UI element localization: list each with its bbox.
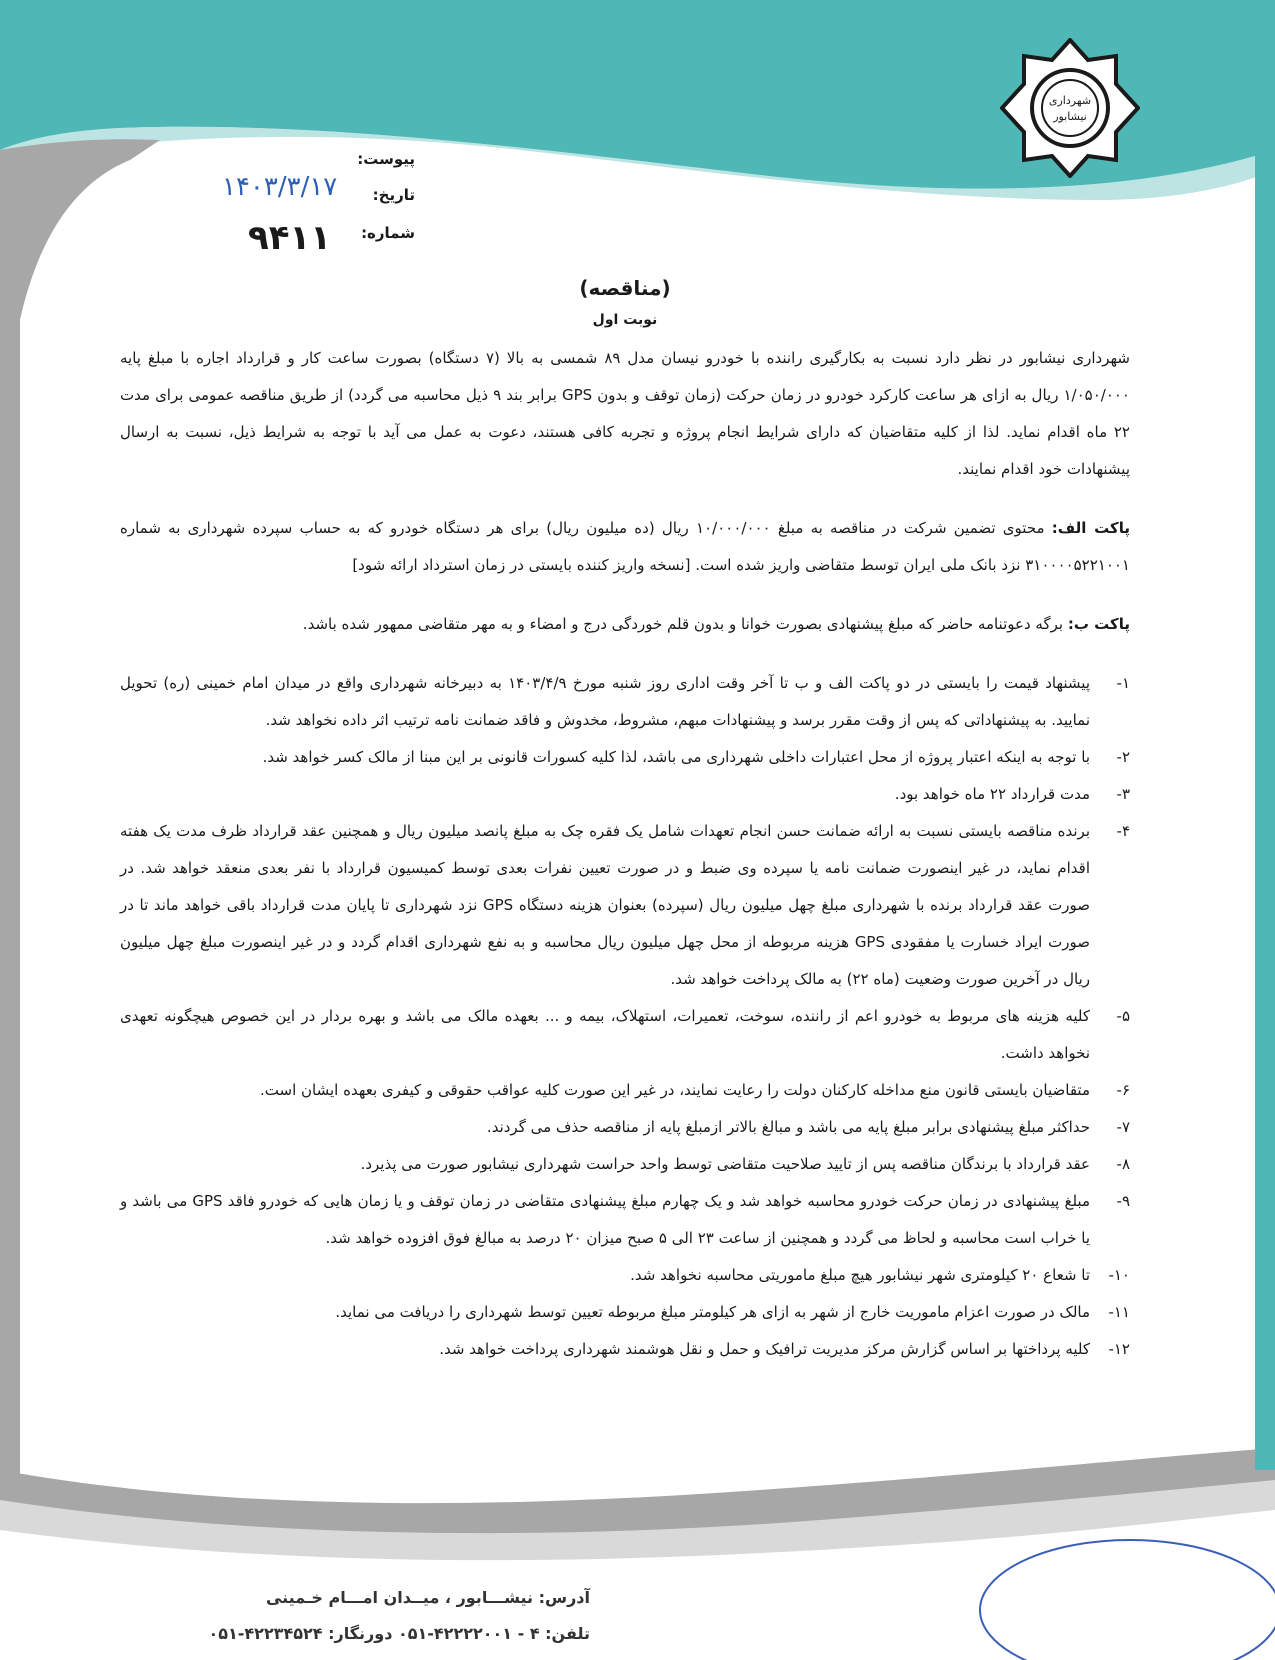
item-number: ۳- xyxy=(1116,785,1130,803)
packet-a-text: محتوی تضمین شرکت در مناقصه به مبلغ ۱۰/۰۰۰/۰۰۰ ریال (ده میلیون ریال) برای هر دستگاه خودرو که به حساب سپرده شهرداری به شماره ۳۱۰۰۰۰۵۲۲۱۰۰۱ نزد بانک ملی ایران توسط متقاضی واریز شده است. [نسخه واریز کننده بایستی در زمان استرداد ارائه شود] xyxy=(120,519,1130,574)
list-item xyxy=(120,665,1130,739)
footer-address: آدرس: نیشـــابور ، میــدان امـــام خـمینی xyxy=(265,1588,590,1607)
document-title: (مناقصه) xyxy=(579,276,671,300)
item-number: ۶- xyxy=(1116,1081,1130,1099)
item-number: ۲- xyxy=(1116,748,1130,766)
packet-a-label: پاکت الف: xyxy=(1051,519,1130,537)
footer-contact xyxy=(70,1580,590,1652)
letter-number-value: ۹۴۱۱ xyxy=(248,218,332,258)
number-label: شماره: xyxy=(361,224,415,242)
item-number: ۱۰- xyxy=(1108,1266,1130,1284)
list-item xyxy=(120,1109,1130,1146)
intro-paragraph: شهرداری نیشابور در نظر دارد نسبت به بکارگیری راننده با خودرو نیسان مدل ۸۹ شمسی به بالا (۷ دستگاه) بصورت ساعت کار و قرارداد اجاره با مبلغ پایه ۱/۰۵۰/۰۰۰ ریال به ازای هر ساعت کارکرد خودرو در زمان حرکت (زمان توقف و بدون GPS برابر بند ۹ ذیل محاسبه می گردد) از طریق مناقصه عمومی برای مدت ۲۲ ماه اقدام نماید. لذا از کلیه متقاضیان که دارای شرایط انجام پروژه و تجربه کافی هستند، دعوت به عمل می آید با توجه به شرایط ذیل، نسبت به ارسال پیشنهادات خود اقدام نمایند. xyxy=(120,349,1130,478)
logo-text-bottom: نیشابور xyxy=(1053,110,1087,123)
packet-b-label: پاکت ب: xyxy=(1067,615,1130,633)
item-number: ۱۱- xyxy=(1108,1303,1130,1321)
item-text: مالک در صورت اعزام ماموریت خارج از شهر به ازای هر کیلومتر مبلغ مربوطه تعیین توسط شهرداری را دریافت می نماید. xyxy=(335,1303,1090,1321)
document-body xyxy=(120,276,1130,1368)
list-item xyxy=(120,1331,1130,1368)
list-item xyxy=(120,1146,1130,1183)
list-item xyxy=(120,739,1130,776)
list-item xyxy=(120,998,1130,1072)
item-number: ۱- xyxy=(1116,674,1130,692)
list-item xyxy=(120,1257,1130,1294)
item-number: ۷- xyxy=(1116,1118,1130,1136)
list-item xyxy=(120,813,1130,998)
ink-stamp-mark xyxy=(940,1500,1275,1660)
attachment-label: پیوست: xyxy=(357,150,415,168)
footer-phone: تلفن: ۴ - ۴۲۲۲۲۰۰۱-۰۵۱ دورنگار: ۴۲۲۳۴۵۲۴-۰۵۱ xyxy=(208,1624,590,1643)
item-text: برنده مناقصه بایستی نسبت به ارائه ضمانت حسن انجام تعهدات شامل یک فقره چک به مبلغ پانصد میلیون ریال و همچنین عقد قرارداد ظرف مدت یک هفته اقدام نماید، در غیر اینصورت ضمانت نامه یا سپرده وی ضبط و در صورت تعیین نفرات بعدی توسط کمیسیون قرارداد با نفر بعدی منعقد خواهد شد. در صورت عقد قرارداد برنده با شهرداری مبلغ چهل میلیون ریال (سپرده) بعنوان هزینه دستگاه GPS نزد شهرداری تا پایان مدت قرارداد باقی خواهد ماند تا در صورت ایراد خسارت یا مفقودی GPS هزینه مربوطه از محل چهل میلیون ریال محاسبه و به نفع شهرداری اقدام گردد و در غیر اینصورت مبلغ چهل میلیون ریال در آخرین صورت وضعیت (ماه ۲۲) به مالک پرداخت خواهد شد. xyxy=(120,822,1090,988)
item-text: مدت قرارداد ۲۲ ماه خواهد بود. xyxy=(894,785,1090,803)
item-text: کلیه پرداختها بر اساس گزارش مرکز مدیریت ترافیک و حمل و نقل هوشمند شهرداری پرداخت خواهد شد. xyxy=(439,1340,1090,1358)
document-subtitle: نوبت اول xyxy=(592,312,658,328)
item-number: ۴- xyxy=(1116,822,1130,840)
item-text: با توجه به اینکه اعتبار پروژه از محل اعتبارات داخلی شهرداری می باشد، لذا کلیه کسورات قانونی بر این مبنا از مالک کسر خواهد شد. xyxy=(262,748,1090,766)
item-text: پیشنهاد قیمت را بایستی در دو پاکت الف و ب تا آخر وقت اداری روز شنبه مورخ ۱۴۰۳/۴/۹ به دبیرخانه شهرداری واقع در میدان امام خمینی (ره) تحویل نمایید. به پیشنهاداتی که پس از وقت مقرر برسد و پیشنهادات مبهم، مشروط، مخدوش و فاقد ضمانت نامه ترتیب اثر داده نخواهد شد. xyxy=(120,674,1091,729)
conditions-list xyxy=(120,665,1130,1368)
packet-b-text: برگه دعوتنامه حاضر که مبلغ پیشنهادی بصورت خوانا و بدون قلم خوردگی درج و امضاء و به مهر متقاضی ممهور شده باشد. xyxy=(302,615,1064,633)
date-value: ۱۴۰۳/۳/۱۷ xyxy=(222,172,338,202)
item-number: ۱۲- xyxy=(1108,1340,1130,1358)
logo-text-top: شهرداری xyxy=(1048,94,1092,107)
packet-a-paragraph xyxy=(120,510,1130,584)
municipality-logo xyxy=(1000,38,1140,178)
item-text: کلیه هزینه های مربوط به خودرو اعم از راننده، سوخت، تعمیرات، استهلاک، بیمه و ... بعهده مالک می باشد و بهره بردار در این خصوص هیچگونه تعهدی نخواهد داشت. xyxy=(120,1007,1090,1062)
list-item xyxy=(120,1294,1130,1331)
item-text: حداکثر مبلغ پیشنهادی برابر مبلغ پایه می باشد و مبالغ بالاتر ازمبلغ پایه از مناقصه حذف می گردند. xyxy=(486,1118,1090,1136)
list-item xyxy=(120,776,1130,813)
list-item xyxy=(120,1072,1130,1109)
item-number: ۵- xyxy=(1116,1007,1130,1025)
item-number: ۹- xyxy=(1116,1192,1130,1210)
date-label: تاریخ: xyxy=(372,186,415,204)
item-text: متقاضیان بایستی قانون منع مداخله کارکنان دولت را رعایت نمایند، در غیر این صورت کلیه عواقب حقوقی و کیفری بعهده ایشان است. xyxy=(260,1081,1090,1099)
list-item xyxy=(120,1183,1130,1257)
item-text: عقد قرارداد با برندگان مناقصه پس از تایید صلاحیت متقاضی توسط واحد حراست شهرداری نیشابور صورت می پذیرد. xyxy=(360,1155,1090,1173)
packet-b-paragraph xyxy=(120,606,1130,643)
item-number: ۸- xyxy=(1116,1155,1130,1173)
item-text: تا شعاع ۲۰ کیلومتری شهر نیشابور هیچ مبلغ ماموریتی محاسبه نخواهد شد. xyxy=(630,1266,1090,1284)
item-text: مبلغ پیشنهادی در زمان حرکت خودرو محاسبه خواهد شد و یک چهارم مبلغ پیشنهادی متقاضی در زمان توقف و یا زمان هایی که خودرو فاقد GPS می باشد و یا خراب است محاسبه و لحاظ می گردد و همچنین از ساعت ۲۳ الی ۵ صبح میزان ۲۰ درصد به مبالغ فوق افزوده خواهد شد. xyxy=(120,1192,1090,1247)
